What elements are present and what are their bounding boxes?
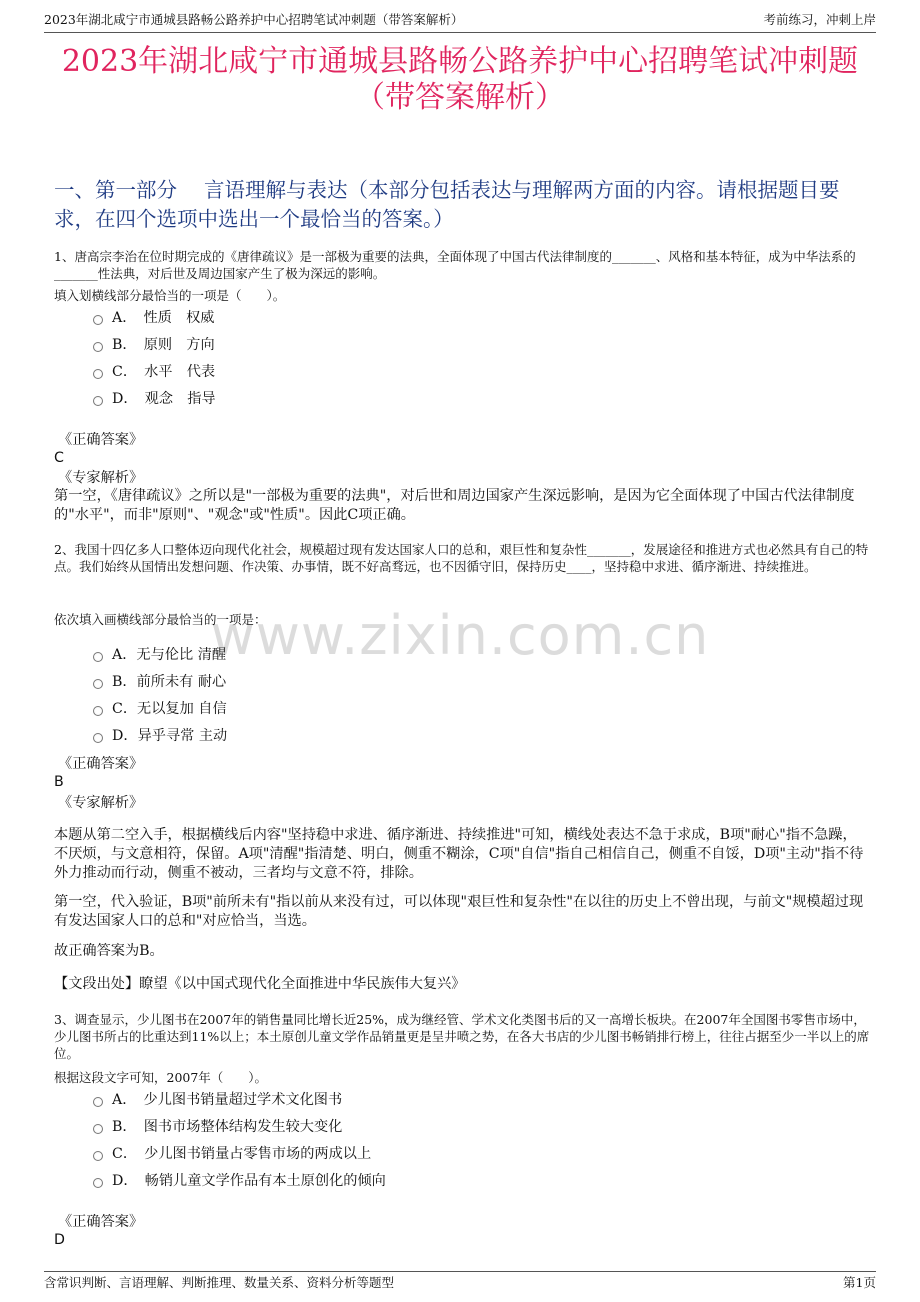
q1-stem: 1、唐高宗李治在位时期完成的《唐律疏议》是一部极为重要的法典，全面体现了中国古代法律制度的_______、风格和基本特征，成为中华法系的_______性法典，对后世及周边国家产生了极为深远的影响。 — [54, 249, 856, 281]
q2-stem: 2、我国十四亿多人口整体迈向现代化社会，规模超过现有发达国家人口的总和，艰巨性和复杂性_______，发展途径和推进方式也必然具有自己的特点。我们始终从国情出发想问题、作决策、办事情，既不好高骛远，也不因循守旧，保持历史____，坚持稳中求进、循序渐进、持续推进。 — [54, 542, 869, 574]
q2-prompt: 依次填入画横线部分最恰当的一项是： — [54, 612, 267, 627]
radio-icon[interactable] — [93, 1097, 103, 1107]
radio-icon[interactable] — [93, 733, 103, 743]
q2-analysis-label: 《专家解析》 — [58, 795, 144, 811]
title-line-1: 2023年湖北咸宁市通城县路畅公路养护中心招聘笔试冲刺题 — [61, 44, 859, 79]
radio-icon[interactable] — [93, 679, 103, 689]
q2-correct-label: 《正确答案》 — [58, 756, 144, 772]
q3-prompt: 根据这段文字可知，2007年（ ）。 — [54, 1070, 268, 1085]
radio-icon[interactable] — [93, 396, 103, 406]
q3-option-c[interactable]: C． 少儿图书销量占零售市场的两成以上 — [93, 1144, 371, 1164]
q1-answer: C — [54, 450, 64, 466]
radio-icon[interactable] — [93, 1151, 103, 1161]
q1-analysis-label: 《专家解析》 — [58, 470, 144, 486]
radio-icon[interactable] — [93, 342, 103, 352]
q2-option-d[interactable]: D．异乎寻常 主动 — [93, 726, 227, 746]
q1-option-d[interactable]: D． 观念 指导 — [93, 389, 216, 409]
q2-option-a[interactable]: A．无与伦比 清醒 — [93, 645, 226, 665]
radio-icon[interactable] — [93, 1178, 103, 1188]
q3-option-d[interactable]: D． 畅销儿童文学作品有本土原创化的倾向 — [93, 1171, 386, 1191]
header-slogan: 考前练习，冲刺上岸 — [763, 12, 876, 27]
q1-option-a[interactable]: A． 性质 权威 — [93, 308, 214, 328]
footer-topics: 含常识判断、言语理解、判断推理、数量关系、资料分析等题型 — [44, 1275, 395, 1290]
q2-source: 【文段出处】瞭望《以中国式现代化全面推进中华民族伟大复兴》 — [54, 976, 466, 992]
q1-correct-label: 《正确答案》 — [58, 432, 144, 448]
q1-option-c[interactable]: C． 水平 代表 — [93, 362, 215, 382]
header-doc-title: 2023年湖北咸宁市通城县路畅公路养护中心招聘笔试冲刺题（带答案解析） — [44, 12, 464, 27]
q3-option-a[interactable]: A． 少儿图书销量超过学术文化图书 — [93, 1090, 342, 1110]
q2-conclusion: 故正确答案为B。 — [54, 943, 164, 959]
q2-answer: B — [54, 774, 64, 790]
q1-prompt: 填入划横线部分最恰当的一项是（ ）。 — [54, 288, 286, 303]
q2-option-c[interactable]: C．无以复加 自信 — [93, 699, 227, 719]
page-number: 第1页 — [843, 1275, 876, 1290]
page-header — [44, 10, 876, 33]
radio-icon[interactable] — [93, 315, 103, 325]
q2-analysis-2: 第一空，代入验证，B项"前所未有"指以前从来没有过，可以体现"艰巨性和复杂性"在以往的历史上不曾出现，与前文"规模超过现有发达国家人口的总和"对应恰当，当选。 — [54, 894, 864, 929]
q2-option-b[interactable]: B．前所未有 耐心 — [93, 672, 226, 692]
radio-icon[interactable] — [93, 652, 103, 662]
q1-option-b[interactable]: B． 原则 方向 — [93, 335, 215, 355]
q2-analysis-1: 本题从第二空入手，根据横线后内容"坚持稳中求进、循序渐进、持续推进"可知，横线处表达不急于求成，B项"耐心"指不急躁，不厌烦，与文意相符，保留。A项"清醒"指清楚、明白，侧重不糊涂，C项"自信"指自己相信自己，侧重不自馁，D项"主动"指不待外力推动而行动，侧重不被动，三者均与文意不符，排除。 — [54, 827, 864, 881]
radio-icon[interactable] — [93, 706, 103, 716]
section-heading: 一、第一部分 言语理解与表达（本部分包括表达与理解两方面的内容。请根据题目要求，在四个选项中选出一个最恰当的答案。） — [54, 178, 840, 231]
title-line-2: （带答案解析） — [355, 80, 565, 115]
q3-answer: D — [54, 1232, 65, 1248]
radio-icon[interactable] — [93, 369, 103, 379]
radio-icon[interactable] — [93, 1124, 103, 1134]
q3-option-b[interactable]: B． 图书市场整体结构发生较大变化 — [93, 1117, 342, 1137]
page-title — [40, 44, 880, 116]
page-footer — [44, 1271, 876, 1291]
watermark: www.zixin.com.cn — [210, 604, 710, 667]
q1-analysis: 第一空，《唐律疏议》之所以是"一部极为重要的法典"，对后世和周边国家产生深远影响，是因为它全面体现了中国古代法律制度的"水平"，而非"原则"、"观念"或"性质"。因此C项正确。 — [54, 488, 855, 523]
q3-stem: 3、调查显示，少儿图书在2007年的销售量同比增长近25%，成为继经管、学术文化类图书后的又一高增长板块。在2007年全国图书零售市场中，少儿图书所占的比重达到11%以上；本土原创儿童文学作品销量更是呈井喷之势，在各大书店的少儿图书畅销排行榜上，往往占据至少一半以上的席位。 — [54, 1012, 870, 1061]
q3-correct-label: 《正确答案》 — [58, 1214, 144, 1230]
